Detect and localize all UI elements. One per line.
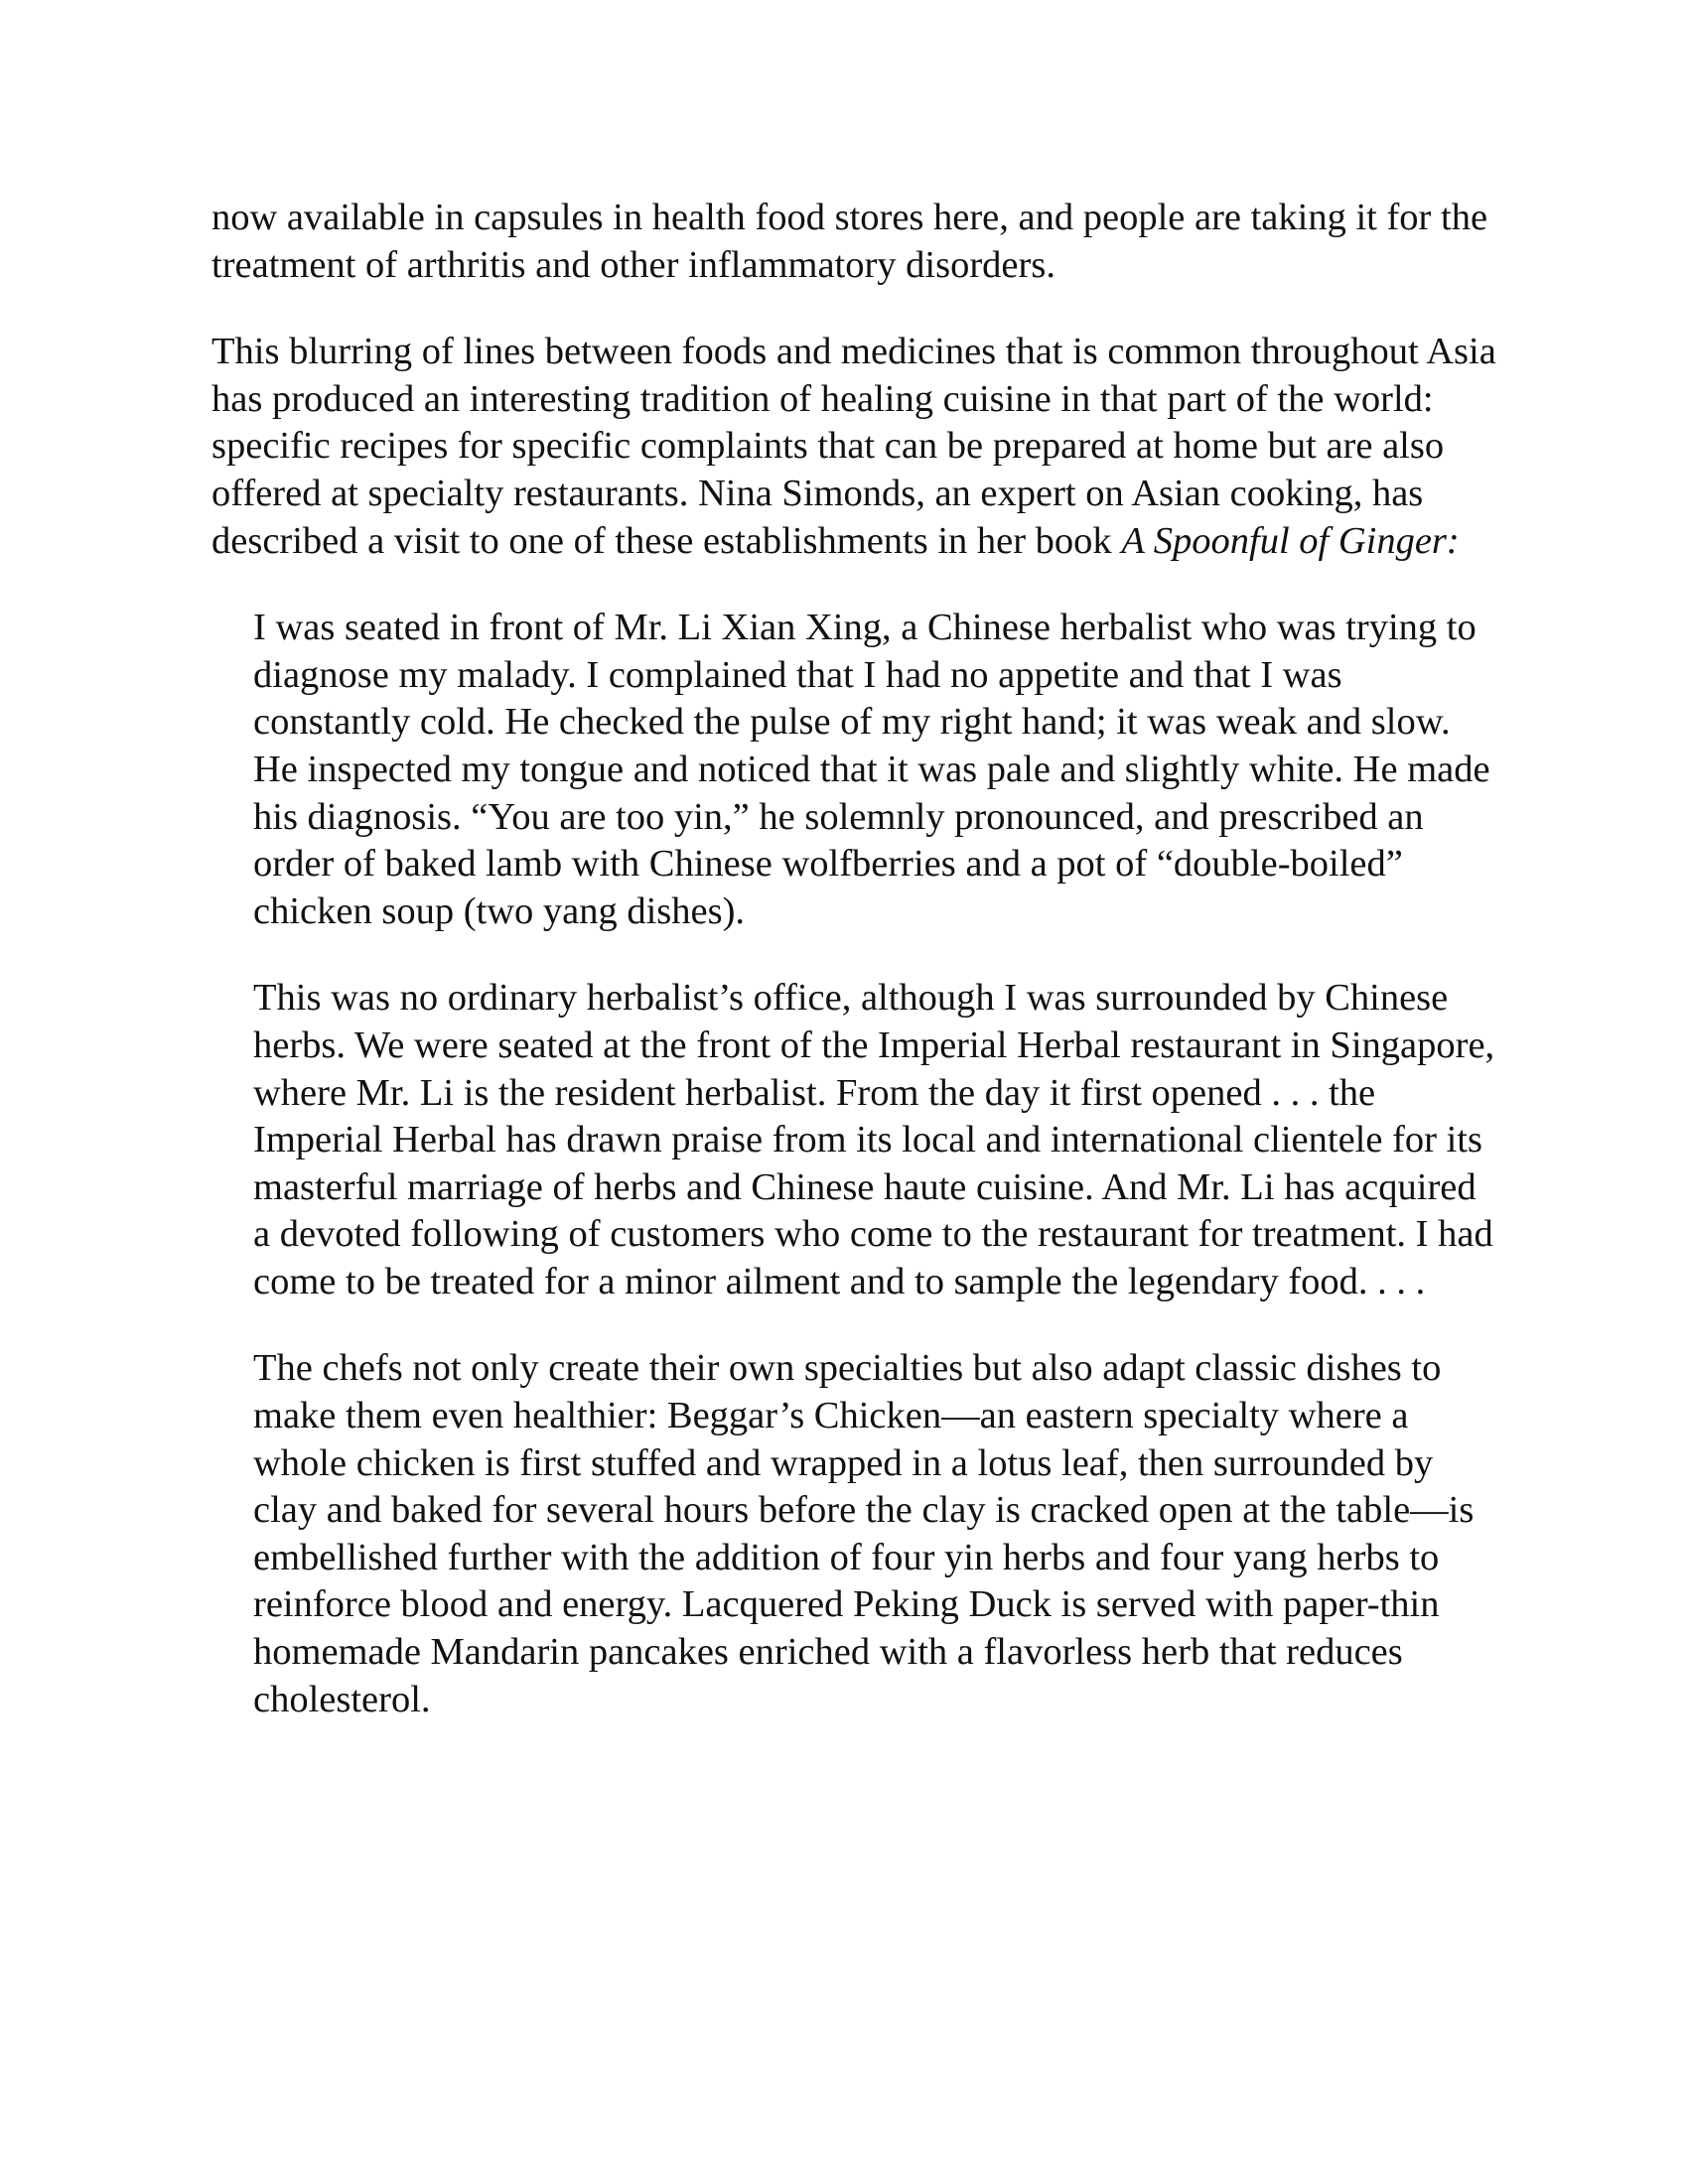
quote-paragraph-chefs: The chefs not only create their own specialties but also adapt classic dishes to make them even healthier: Beggar’s Chicken—an eastern specialty where a whole chicken is first stuffed and wrapped in a lotus leaf, then surrounded by clay and baked for several hours before the clay is cracked open at the table—is embellished further with the addition of four yin herbs and four yang herbs to reinforce blood and energy. Lacquered Peking Duck is served with paper-thin homemade Mandarin pancakes enriched with a flavorless herb that reduces cholesterol. [253,1347,1475,1720]
book-title: A Spoonful of Ginger: [1121,519,1460,562]
page-body [211,195,1502,1723]
paragraph-healing-cuisine-text: This blurring of lines between foods and medicines that is common throughout Asia has produced an interesting tradition of healing cuisine in that part of the world: specific recipes for specific complaints that can be prepared at home but are also offered at specialty restaurants. Nina Simonds, an expert on Asian cooking, has described a visit to one of these establishments in her book [211,331,1496,562]
paragraph-continuation: now available in capsules in health food stores here, and people are taking it for the treatment of arthritis and other inflammatory disorders. [211,197,1488,286]
block-quote [253,605,1502,1723]
paragraph-healing-cuisine [211,329,1502,565]
quote-paragraph-diagnosis: I was seated in front of Mr. Li Xian Xing, a Chinese herbalist who was trying to diagnose my malady. I complained that I had no appetite and that I was constantly cold. He checked the pulse of my right hand; it was weak and slow. He inspected my tongue and noticed that it was pale and slightly white. He made his diagnosis. “You are too yin,” he solemnly pronounced, and prescribed an order of baked lamb with Chinese wolfberries and a pot of “double-boiled” chicken soup (two yang dishes). [253,607,1490,932]
quote-paragraph-restaurant: This was no ordinary herbalist’s office, although I was surrounded by Chinese herbs. We were seated at the front of the Imperial Herbal restaurant in Singapore, where Mr. Li is the resident herbalist. From the day it first opened . . . the Imperial Herbal has drawn praise from its local and international clientele for its masterful marriage of herbs and Chinese haute cuisine. And Mr. Li has acquired a devoted following of customers who come to the restaurant for treatment. I had come to be treated for a minor ailment and to sample the legendary food. . . . [253,977,1495,1302]
